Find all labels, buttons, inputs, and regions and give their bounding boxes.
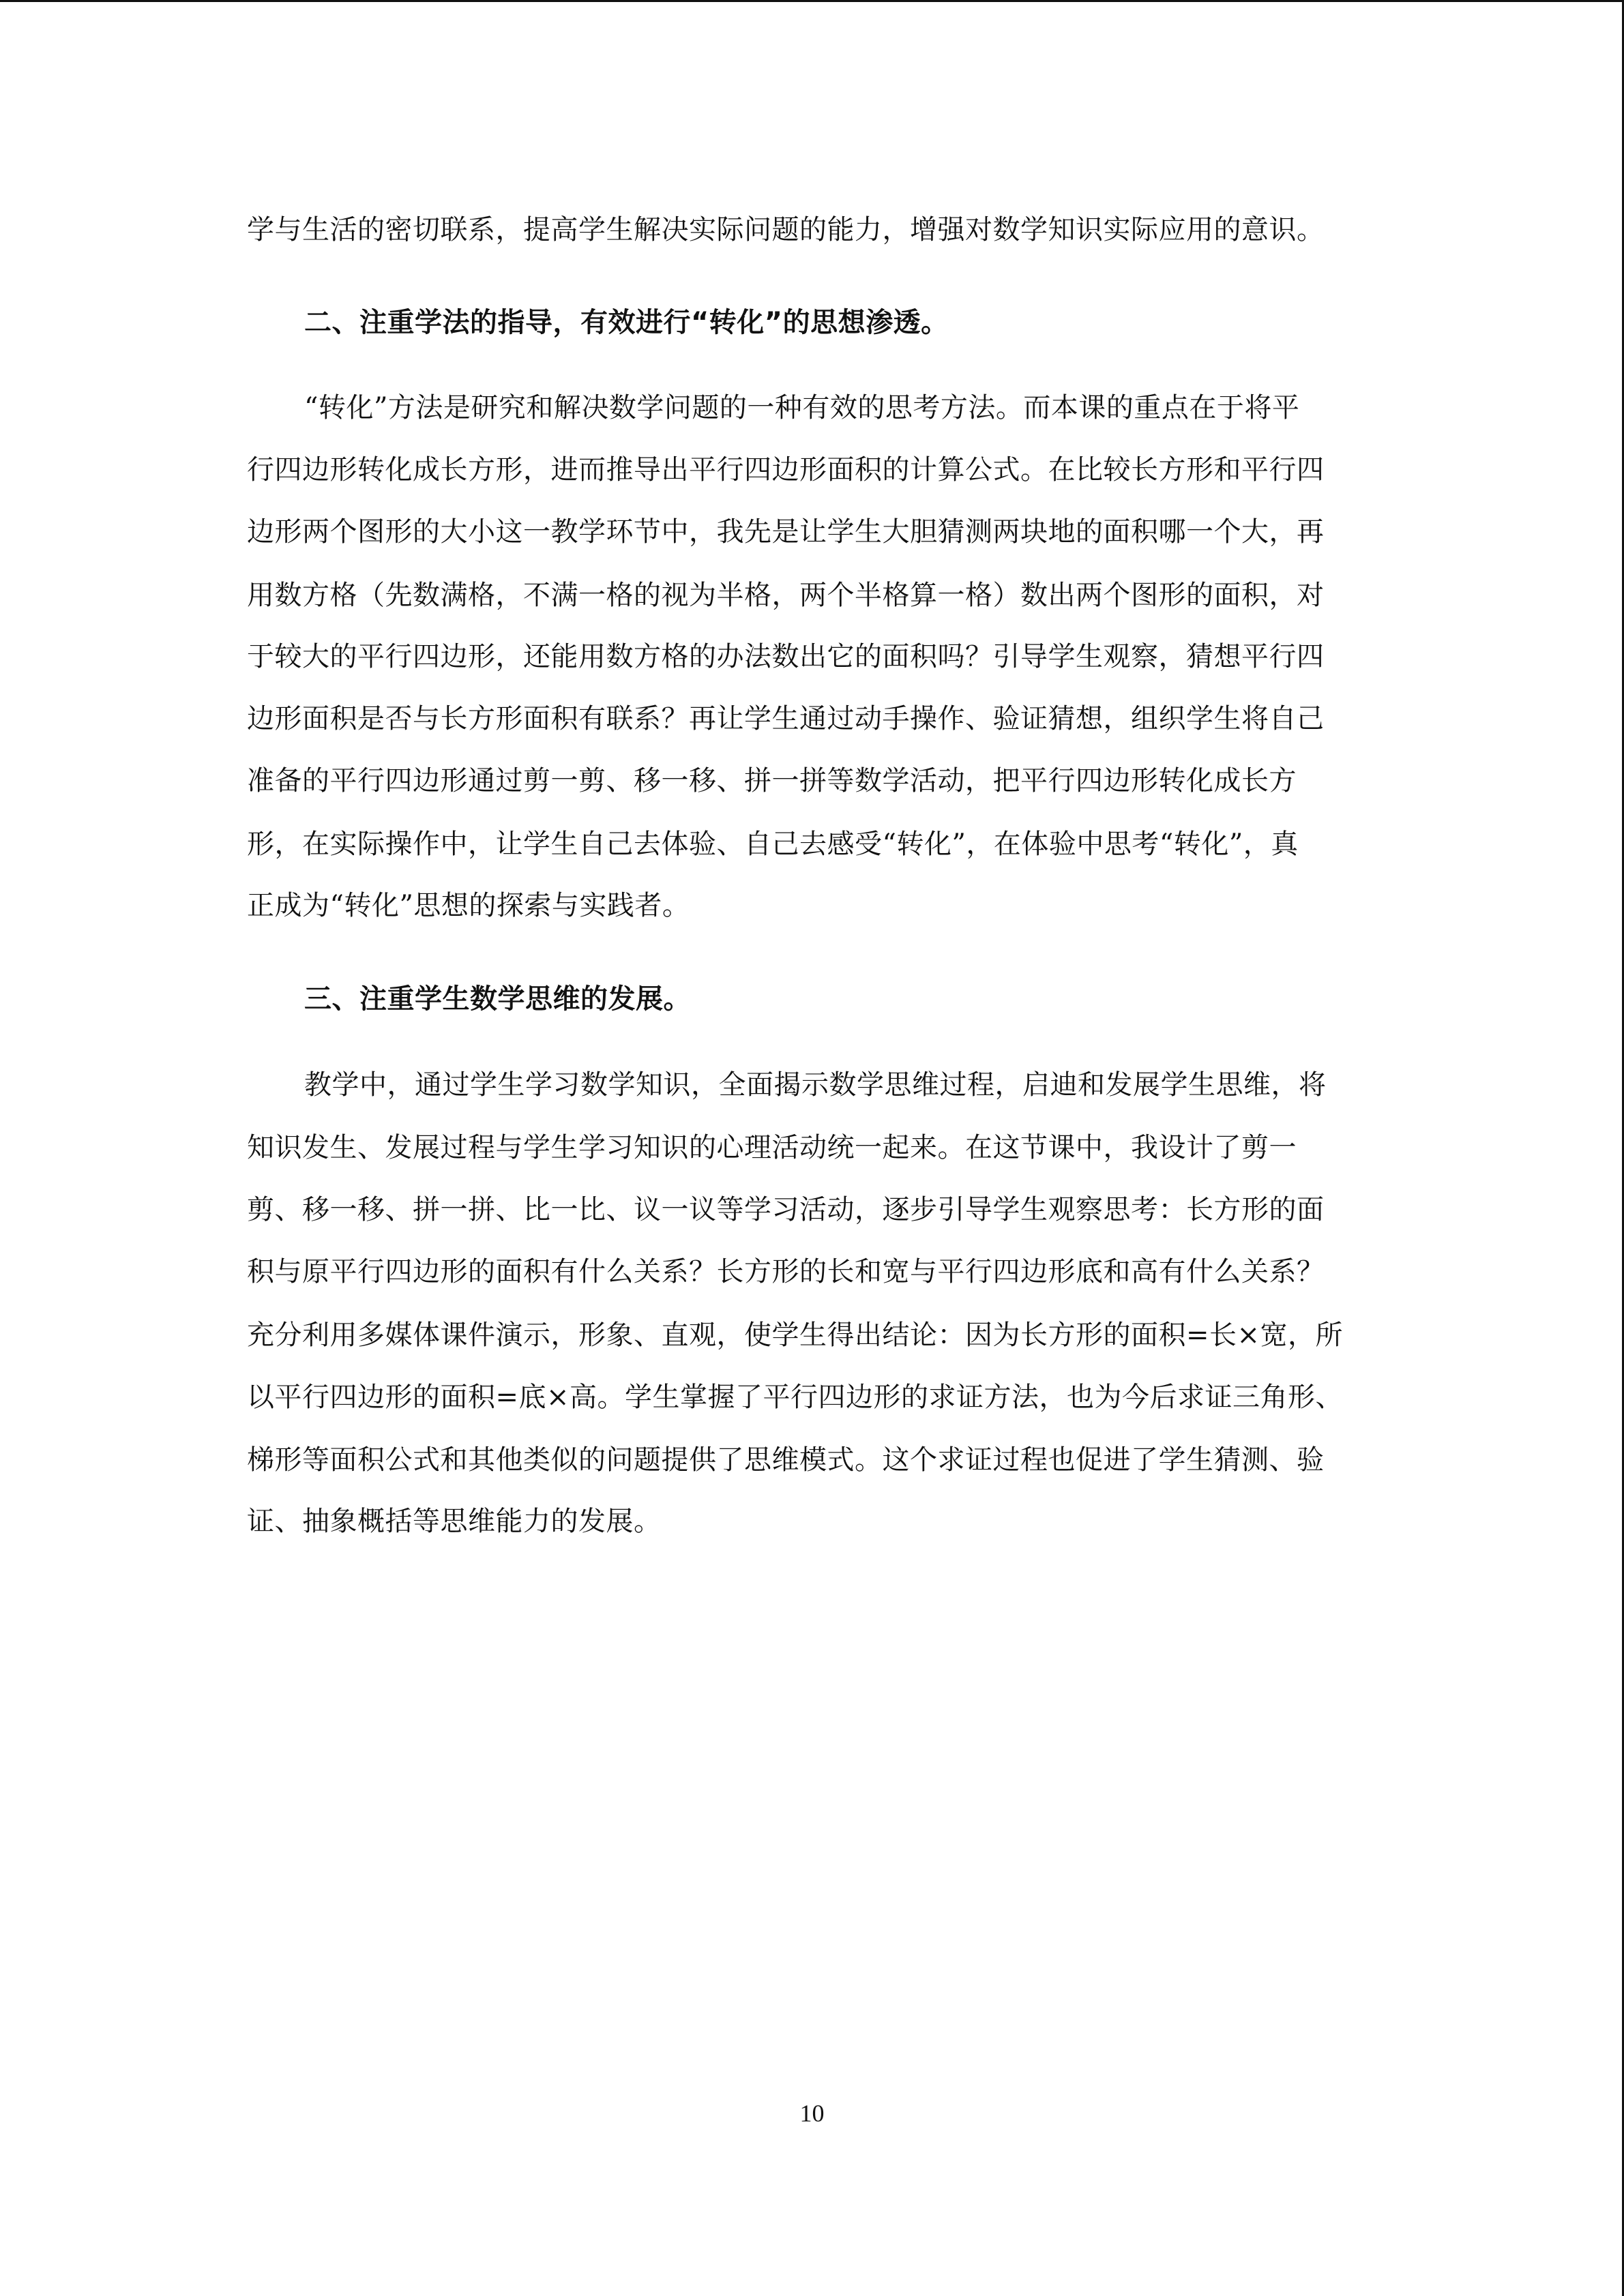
paragraph-line: 准备的平行四边形通过剪一剪、移一移、拼一拼等数学活动，把平行四边形转化成长方 (247, 765, 1297, 796)
paragraph-line: 用数方格（先数满格，不满一格的视为半格，两个半格算一格）数出两个图形的面积，对 (247, 580, 1325, 611)
paragraph-line: 边形两个图形的大小这一教学环节中，我先是让学生大胆猜测两块地的面积哪一个大，再 (247, 516, 1325, 548)
paragraph-line: 充分利用多媒体课件演示，形象、直观，使学生得出结论：因为长方形的面积=长×宽，所 (247, 1320, 1344, 1351)
paragraph-line: 学与生活的密切联系，提高学生解决实际问题的能力，增强对数学知识实际应用的意识。 (247, 214, 1325, 245)
paragraph-line: 教学中，通过学生学习数学知识，全面揭示数学思维过程，启迪和发展学生思维，将 (304, 1069, 1327, 1101)
paragraph-line: 以平行四边形的面积=底×高。学生掌握了平行四边形的求证方法，也为今后求证三角形、 (247, 1382, 1344, 1413)
paragraph-line: 梯形等面积公式和其他类似的问题提供了思维模式。这个求证过程也促进了学生猜测、验 (247, 1444, 1325, 1476)
paragraph-line: 剪、移一移、拼一拼、比一比、议一议等学习活动，逐步引导学生观察思考：长方形的面 (247, 1194, 1325, 1225)
page-number: 10 (799, 2100, 825, 2127)
paragraph-line: “转化”方法是研究和解决数学问题的一种有效的思考方法。而本课的重点在于将平 (304, 392, 1300, 423)
paragraph-line: 正成为“转化”思想的探索与实践者。 (247, 890, 690, 921)
section-heading-2: 二、注重学法的指导，有效进行“转化”的思想渗透。 (304, 307, 949, 338)
paragraph-line: 证、抽象概括等思维能力的发展。 (247, 1506, 662, 1537)
paragraph-line: 积与原平行四边形的面积有什么关系？长方形的长和宽与平行四边形底和高有什么关系？ (247, 1256, 1325, 1287)
top-border (0, 0, 1624, 2)
paragraph-line: 行四边形转化成长方形，进而推导出平行四边形面积的计算公式。在比较长方形和平行四 (247, 454, 1325, 486)
paragraph-line: 知识发生、发展过程与学生学习知识的心理活动统一起来。在这节课中，我设计了剪一 (247, 1132, 1297, 1163)
section-heading-3: 三、注重学生数学思维的发展。 (304, 983, 691, 1015)
paragraph-line: 形，在实际操作中，让学生自己去体验、自己去感受“转化”，在体验中思考“转化”，真 (247, 829, 1299, 860)
paragraph-line: 于较大的平行四边形，还能用数方格的办法数出它的面积吗？引导学生观察，猜想平行四 (247, 641, 1325, 672)
paragraph-line: 边形面积是否与长方形面积有联系？再让学生通过动手操作、验证猜想，组织学生将自己 (247, 703, 1325, 734)
